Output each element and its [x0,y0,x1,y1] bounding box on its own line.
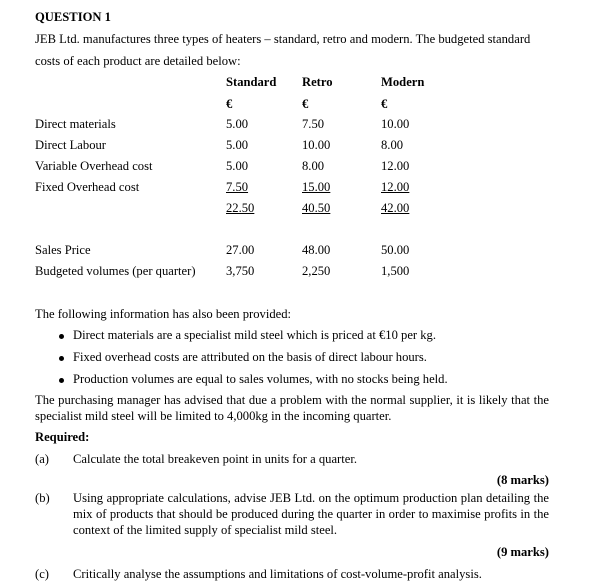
cell-value: 2,250 [302,264,331,278]
currency-retro: € [302,97,309,111]
cell-value: 10.00 [302,138,331,152]
cell-value: 50.00 [381,243,410,257]
info-bullet-1: Direct materials are a specialist mild steel which is priced at €10 per kg. [73,328,436,342]
part-b-letter: (b) [35,491,50,505]
part-a-marks: (8 marks) [496,473,549,487]
currency-standard: € [226,97,233,111]
cell-value: 7.50 [302,117,325,131]
info-bullet-3: Production volumes are equal to sales volumes, with no stocks being held. [73,372,448,386]
cell-value: 27.00 [226,243,255,257]
cell-value: 7.50 [226,180,249,194]
part-b-text: Using appropriate calculations, advise JEB Ltd. on the optimum production plan detailing the mix of products that should be produced during the quarter in order to maximise profits in the context of the limited supply of specialist mild steel. [73,491,549,537]
cell-value: 1,500 [381,264,410,278]
intro-line-1: JEB Ltd. manufactures three types of heaters – standard, retro and modern. The budgeted standard [35,32,531,46]
cell-value: 3,750 [226,264,255,278]
row-label-direct-materials: Direct materials [35,117,116,131]
total-standard: 22.50 [226,201,255,215]
cell-value: 5.00 [226,159,249,173]
total-modern: 42.00 [381,201,410,215]
part-a-text: Calculate the total breakeven point in units for a quarter. [73,452,357,466]
part-c-text: Critically analyse the assumptions and limitations of cost-volume-profit analysis. [73,567,482,581]
cell-value: 12.00 [381,180,410,194]
cell-value: 5.00 [226,138,249,152]
cell-value: 8.00 [302,159,325,173]
total-retro: 40.50 [302,201,331,215]
bullet-dot [59,334,64,339]
cell-value: 12.00 [381,159,410,173]
row-label-sales-price: Sales Price [35,243,91,257]
cell-value: 10.00 [381,117,410,131]
intro-line-2: costs of each product are detailed below: [35,54,241,68]
bullet-dot [59,356,64,361]
cell-value: 5.00 [226,117,249,131]
row-label-budgeted-volumes: Budgeted volumes (per quarter) [35,264,196,278]
supplier-paragraph: The purchasing manager has advised that due a problem with the normal supplier, it is likely that the specialist mild steel will be limited to 4,000kg in the incoming quarter. [35,393,549,423]
part-c-letter: (c) [35,567,49,581]
part-b-marks: (9 marks) [496,545,549,559]
row-label-direct-labour: Direct Labour [35,138,106,152]
required-heading: Required: [35,430,90,444]
question-title: QUESTION 1 [35,10,111,24]
info-heading: The following information has also been provided: [35,307,292,321]
cell-value: 8.00 [381,138,404,152]
col-header-modern: Modern [381,75,425,89]
info-bullet-2: Fixed overhead costs are attributed on the basis of direct labour hours. [73,350,427,364]
row-label-variable-overhead: Variable Overhead cost [35,159,153,173]
cell-value: 48.00 [302,243,331,257]
currency-modern: € [381,97,388,111]
cell-value: 15.00 [302,180,331,194]
row-label-fixed-overhead: Fixed Overhead cost [35,180,140,194]
col-header-retro: Retro [302,75,333,89]
part-a-letter: (a) [35,452,49,466]
col-header-standard: Standard [226,75,277,89]
bullet-dot [59,378,64,383]
